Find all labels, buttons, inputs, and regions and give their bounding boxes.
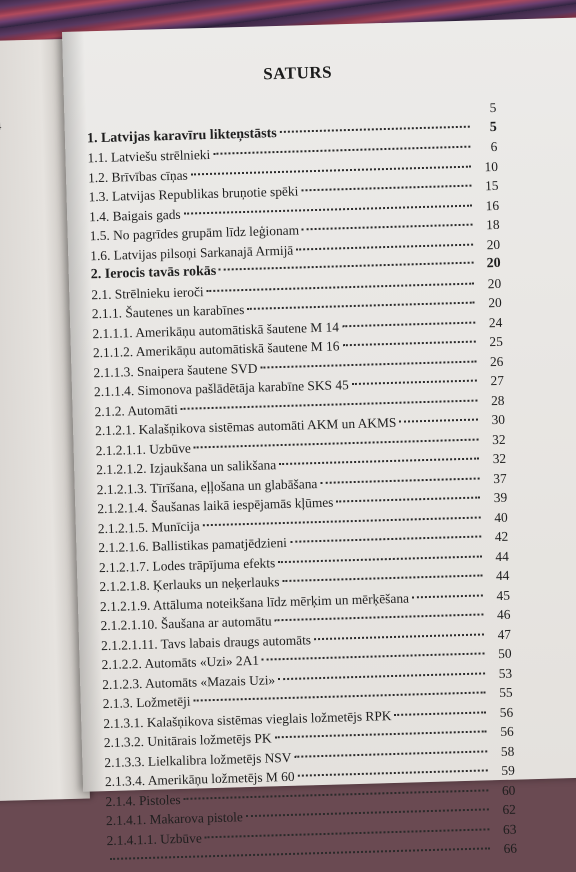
toc-entry-title: 1.1. Latviešu strēlnieki [87, 146, 211, 166]
toc-entry-page: 59 [501, 762, 515, 779]
toc-entry-page: 66 [503, 840, 518, 856]
dot-leader [342, 341, 475, 347]
toc-entry-title: 1.2. Brīvības cīņas [87, 167, 188, 185]
toc-entry-title: 2.1.3.2. Unitārais ložmetējs PK [103, 730, 272, 751]
dot-leader [336, 497, 480, 503]
dot-leader [246, 808, 489, 817]
toc-entry-title: 2.1.3.1. Kalašņikova sistēmas vieglais ložmetējs RPK [103, 707, 392, 731]
toc-entry-title: 2.1.1.4. Simonova pašlādētāja karabīne SKS 45 [93, 377, 349, 400]
toc-entry-page: 20 [488, 294, 502, 311]
toc-entry-title: 2.1.1.1. Amerikāņu automātiskā šautene M 14 [92, 318, 340, 341]
toc-entry-page: 6 [490, 138, 498, 155]
toc-entry-page: 5 [489, 99, 497, 116]
toc-entry-title: 2.1.2.1. Kalašņikova sistēmas automāti AKM un AKMS [94, 414, 397, 439]
toc-entry-title: 2.1.2.1.6. Ballistikas pamatjēdzieni [98, 534, 288, 556]
toc-entry-title: 2.1.2.1.10. Šaušana ar automātu [100, 613, 272, 634]
dot-leader [301, 185, 471, 192]
toc-entry-title: 2.1.2.1.5. Munīcija [97, 517, 200, 536]
toc-entry-title: 2. Ierocis tavās rokās [90, 263, 217, 283]
toc-entry-page: 39 [493, 489, 508, 506]
toc-entry-page: 50 [497, 645, 512, 662]
toc-entry-title: 2.1.2.1.9. Attāluma noteikšana līdz mērķim un mērķēšana [99, 590, 410, 614]
book-page [62, 16, 576, 856]
toc-entry-page: 44 [495, 567, 510, 584]
toc-entry-title: 2.1.2.1.4. Šaušanas laikā iespējamās kļūmes [97, 494, 334, 517]
toc-entry-title: 2.1.2.1.7. Lodes trāpījuma efekts [98, 554, 276, 575]
toc-entry-title: 1.3. Latvijas Republikas bruņotie spēki [88, 183, 299, 205]
dot-leader [290, 535, 481, 542]
toc-entry-title: 2.1.4.1. Makarova pistole [105, 809, 244, 829]
left-page-number [0, 121, 1, 133]
dot-leader [184, 204, 472, 214]
toc-entry-title: 2.1.2.2. Automāts «Uzi» 2A1 [101, 652, 260, 673]
toc-entry-page: 27 [490, 372, 505, 389]
toc-entry-page: 46 [496, 606, 511, 623]
toc-entry-page: 37 [493, 470, 507, 486]
toc-entry-page: 62 [502, 801, 517, 818]
toc-entry-page: 40 [494, 509, 508, 525]
toc-entry-page: 56 [499, 704, 514, 720]
toc-entry-page: 18 [485, 216, 500, 233]
toc-entry-title: 1. Latvijas karavīru likteņstāsts [86, 125, 277, 146]
toc-entry-page: 25 [489, 333, 504, 350]
dot-leader [278, 672, 485, 680]
toc-entry-title: 1.4. Baigais gads [88, 206, 181, 224]
toc-entry-page: 15 [484, 177, 499, 194]
toc-entry-page: 5 [489, 119, 498, 135]
dot-leader [191, 165, 471, 175]
toc-entry-title: 2.1.3.4. Amerikāņu ložmetējs M 60 [104, 768, 295, 790]
toc-entry-page: 53 [498, 665, 513, 681]
dot-leader [399, 419, 478, 423]
toc-entry-page: 47 [497, 626, 512, 642]
toc-entry-page: 56 [500, 723, 514, 740]
toc-entry-page: 44 [495, 548, 510, 564]
dot-leader [320, 477, 479, 483]
dot-leader [280, 125, 470, 132]
dot-leader [394, 711, 486, 716]
toc-entry-page: 30 [491, 411, 506, 428]
toc-entry-page: 45 [496, 587, 511, 603]
toc-entry-title: 2.1.4.1.1. Uzbūve [106, 829, 202, 848]
toc-entry-title: 2.1.2.3. Automāts «Mazais Uzi» [102, 671, 276, 692]
dot-leader [279, 458, 479, 466]
toc-entry-title: 1.6. Latvijas pilsoņi Sarkanajā Armijā [90, 242, 294, 263]
dot-leader [298, 769, 488, 776]
dot-leader [352, 380, 477, 385]
dot-leader [181, 399, 478, 409]
toc-entry-page: 32 [492, 450, 507, 467]
dot-leader [194, 438, 479, 448]
toc-entry-page: 58 [500, 743, 515, 759]
dot-leader [274, 730, 486, 738]
dot-leader [260, 360, 476, 368]
page-title: SATURS [262, 62, 333, 84]
table-of-contents [86, 100, 517, 872]
dot-leader [219, 262, 473, 271]
toc-entry-title: 2.1.1.3. Snaipera šautene SVD [93, 360, 258, 380]
toc-entry-title: 2.1. Strēlnieku ieroči [91, 283, 204, 302]
dot-leader [193, 691, 485, 701]
toc-entry-title: 2.1.1. Šautenes un karabīnes [91, 302, 245, 322]
toc-entry-page: 24 [488, 314, 503, 330]
toc-entry-page: 55 [499, 684, 513, 701]
dot-leader [278, 555, 482, 563]
dot-leader [342, 321, 475, 327]
toc-entry-page: 28 [490, 392, 505, 408]
dot-leader [412, 594, 483, 598]
dot-leader [282, 574, 482, 582]
toc-entry-page: 42 [494, 528, 509, 545]
toc-entry-title: 2.1.2.1.2. Izjaukšana un salikšana [96, 457, 277, 478]
toc-entry-page: 60 [501, 782, 516, 798]
dot-leader [205, 828, 490, 838]
toc-entry-title: 2.1.2.1.11. Tavs labais draugs automāts [100, 631, 312, 653]
toc-entry-title: 2.1.3. Ložmetēji [102, 693, 191, 712]
dot-leader [275, 613, 484, 621]
toc-entry-page: 20 [486, 236, 501, 252]
dot-leader [184, 789, 489, 800]
toc-entry-page: 20 [487, 275, 502, 291]
dot-leader [294, 750, 487, 757]
dot-leader [89, 109, 469, 120]
dot-leader [247, 302, 474, 310]
toc-entry-page: 10 [484, 158, 499, 174]
dot-leader [203, 516, 481, 526]
toc-entry-title: 2.1.2. Automāti [94, 401, 179, 419]
dot-leader [296, 243, 473, 250]
toc-entry-page: 32 [491, 431, 506, 447]
dot-leader [314, 633, 484, 640]
toc-entry-title: 1.5. No pagrīdes grupām līdz leģionam [89, 222, 300, 244]
toc-entry-title: 2.1.2.1.3. Tīrīšana, eļļošana un glabāšana [96, 475, 318, 497]
toc-entry-page: 63 [502, 821, 517, 837]
toc-entry-page: 20 [486, 255, 501, 272]
toc-entry-page: 16 [485, 197, 500, 213]
toc-entry-page: 26 [489, 353, 504, 369]
toc-entry-title: 2.1.2.1.1. Uzbūve [95, 440, 192, 458]
toc-entry-title: 2.1.4. Pistoles [105, 791, 181, 809]
dot-leader [262, 652, 485, 660]
dot-leader [302, 224, 473, 231]
dot-leader [207, 282, 475, 291]
toc-entry-title: 2.1.3.3. Lielkalibra ložmetējs NSV [104, 749, 292, 770]
dot-leader [213, 146, 470, 155]
toc-entry-title: 2.1.2.1.8. Ķerlauks un neķerlauks [99, 574, 280, 595]
toc-entry-title: 2.1.1.2. Amerikāņu automātiskā šautene M 16 [92, 338, 340, 361]
